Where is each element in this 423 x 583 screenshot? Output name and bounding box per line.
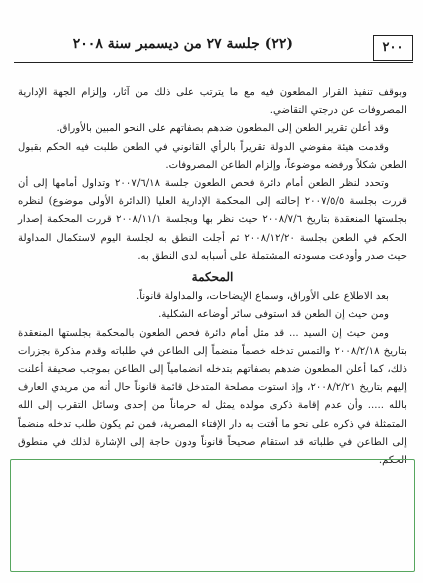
section-heading: المحكمة bbox=[191, 270, 234, 285]
paragraph-5: بعد الاطلاع على الأوراق، وسماع الإيضاحات، والمداولة قانوناً. bbox=[136, 291, 389, 303]
highlight-box bbox=[10, 459, 415, 572]
paragraph-1: وبوقف تنفيذ القرار المطعون فيه مع ما يترتب على ذلك من آثار، وإلزام الجهة الإدارية المصروفات عن درجتي التقاضي. bbox=[18, 87, 407, 117]
page-header bbox=[14, 32, 413, 62]
document-body bbox=[18, 84, 407, 470]
paragraph-7: ومن حيث إن السيد ... قد مثل أمام دائرة فحص الطعون بالمحكمة بجلستها المنعقدة بتاريخ ٢٠٠٨/٢/١٨ والتمس تدخله خصماً منضماً إلى الطاعن في طلباته وقدم مذكرة بجزرات ذلك، كما أعلن المطعون ضدهم بصفاتهم بتدخله انضمامياً إلى الطاعن بموجب صحيفة أعلنت إليهم بتاريخ ٢٠٠٨/٢/٢١، وإذ استوت مصلحة المتدخل قائمة قانوناً حال أنه من مريدي العارف بالله ..... وأن عدم إقامة ذكرى مولده يمثل له حرماناً من إحدى وسائل التقرب إلى الله المتمثلة في ذكره على نحو ما أفتت به دار الإفتاء المصرية، فمن ثم يكون طلب تدخله منضماً إلى الطاعن في طلباته قد استقام صحيحاً قانوناً ودون حاجة إلى الإشارة لذلك في منطوق الحكم. bbox=[18, 327, 408, 467]
paragraph-3: وقدمت هيئة مفوضي الدولة تقريراً بالرأي القانوني في الطعن طلبت فيه الحكم بقبول الطعن شكلاً ورفضه موضوعاً، وإلزام الطاعن المصروفات. bbox=[18, 141, 407, 171]
page-number: ٢٠٠ bbox=[373, 35, 413, 61]
session-title: (٢٢) جلسة ٢٧ من ديسمبر سنة ٢٠٠٨ bbox=[72, 36, 293, 52]
header-divider bbox=[14, 62, 413, 63]
paragraph-6: ومن حيث إن الطعن قد استوفى سائر أوضاعه الشكلية. bbox=[158, 309, 389, 321]
paragraph-2: وقد أعلن تقرير الطعن إلى المطعون ضدهم بصفاتهم على النحو المبين بالأوراق. bbox=[56, 123, 389, 135]
paragraph-4: وتحدد لنظر الطعن أمام دائرة فحص الطعون جلسة ٢٠٠٧/٦/١٨ وتداول أمامها إلى أن قررت بجلسة ٢٠٠٧/٥/٥ إحالته إلى المحكمة الإدارية العليا (الدائرة الأولى موضوع) لنظره بجلستها المنعقدة بتاريخ ٢٠٠٨/٧/٦ حيث نظر بها وبجلسة ٢٠٠٨/١١/١ قررت المحكمة إصدار الحكم في الطعن بجلسة ٢٠٠٨/١٢/٢٠ ثم أجلت النطق به لجلسة اليوم لاستكمال المداولة حيث صدر وأودعت مسودته المشتملة على أسبابه لدى النطق به. bbox=[18, 178, 408, 262]
